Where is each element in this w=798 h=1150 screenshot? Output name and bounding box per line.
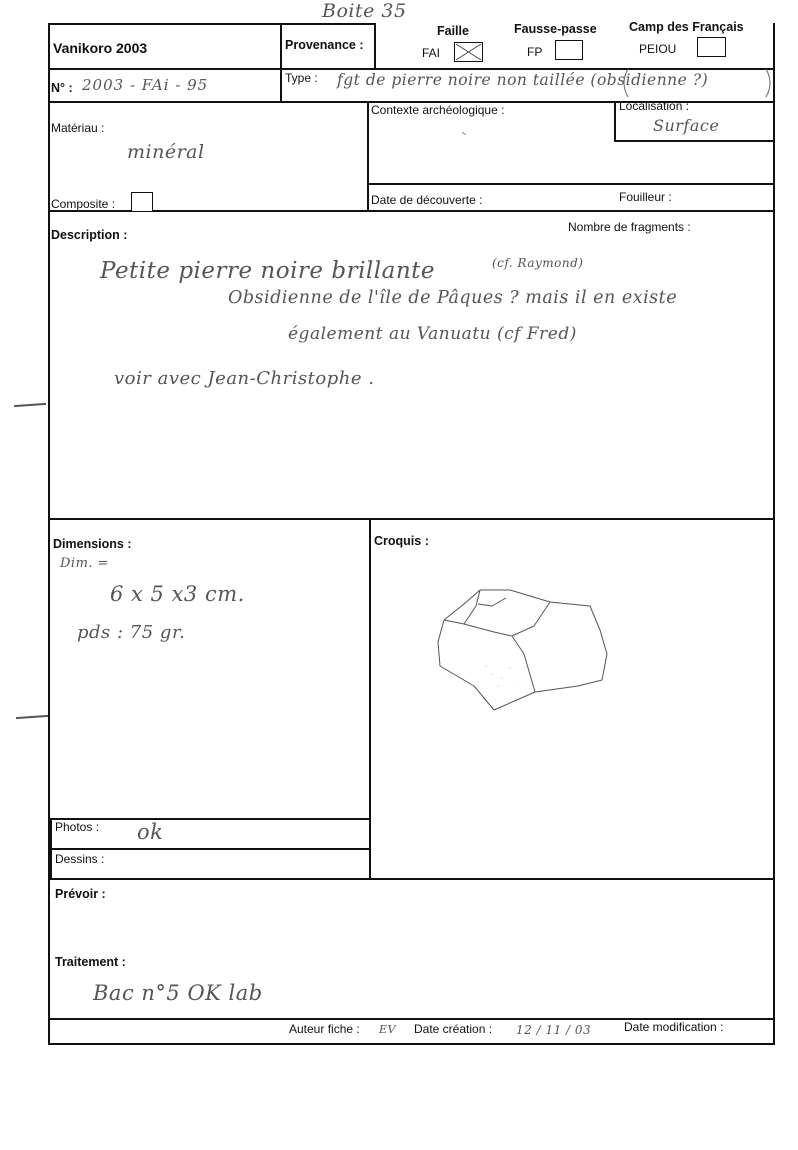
traitement-label: Traitement : <box>55 955 126 969</box>
photos-value[interactable]: ok <box>137 820 164 844</box>
checkbox-peiou[interactable] <box>697 37 726 57</box>
date-decouverte-label: Date de découverte : <box>371 193 483 207</box>
composite-label: Composite : <box>51 197 116 211</box>
date-modification-label: Date modification : <box>624 1020 724 1034</box>
dimensions-label: Dimensions : <box>53 537 132 551</box>
number-label: N° : <box>51 81 73 95</box>
contexte-label: Contexte archéologique : <box>371 103 505 117</box>
frame-bottom <box>48 1043 775 1045</box>
croquis-label: Croquis : <box>374 534 429 548</box>
localisation-label: Localisation : <box>619 99 690 113</box>
weight-value[interactable]: pds : 75 gr. <box>77 622 186 643</box>
project-title: Vanikoro 2003 <box>53 40 148 56</box>
materiau-value[interactable]: minéral <box>127 141 205 163</box>
provenance-label: Provenance : <box>285 38 364 52</box>
contexte-tick <box>462 132 466 135</box>
header-divider-2 <box>374 23 376 68</box>
frame-right <box>773 23 775 1044</box>
date-row-top <box>367 183 775 185</box>
header-top-rule <box>48 23 280 25</box>
row3-divider-left <box>367 101 369 211</box>
dim-croquis-divider <box>369 518 371 878</box>
box-annotation: Boite 35 <box>322 0 407 22</box>
localisation-left <box>614 101 616 140</box>
description-line-1[interactable]: Petite pierre noire brillante <box>100 258 436 284</box>
description-line-3[interactable]: également au Vanuatu (cf Fred) <box>288 324 577 344</box>
prevoir-label: Prévoir : <box>55 887 106 901</box>
photos-label: Photos : <box>55 820 100 834</box>
fragments-label: Nombre de fragments : <box>568 220 691 234</box>
traitement-value[interactable]: Bac n°5 OK lab <box>93 981 263 1005</box>
margin-mark-bottom <box>16 715 48 719</box>
header-divider-1 <box>280 23 282 101</box>
col-fausse-passe: Fausse-passe <box>514 22 597 36</box>
number-value[interactable]: 2003 - FAi - 95 <box>82 76 209 94</box>
frame-left <box>48 23 50 1044</box>
dessins-label: Dessins : <box>55 852 105 866</box>
dimensions-value[interactable]: 6 x 5 x3 cm. <box>110 582 245 606</box>
auteur-value[interactable]: EV <box>379 1023 396 1036</box>
fouilleur-label: Fouilleur : <box>619 190 672 204</box>
description-line-1-note: (cf. Raymond) <box>492 256 584 270</box>
photos-left <box>50 818 52 878</box>
dimensions-prefix: Dim. = <box>60 556 110 571</box>
cross-mark-icon <box>455 43 482 61</box>
margin-mark-top <box>14 403 46 407</box>
materiau-label: Matériau : <box>51 121 105 135</box>
date-creation-label: Date création : <box>414 1022 493 1036</box>
checkbox-fp[interactable] <box>555 40 583 60</box>
description-label: Description : <box>51 228 128 242</box>
description-bottom <box>48 518 775 520</box>
col-faille: Faille <box>437 24 469 38</box>
description-line-2[interactable]: Obsidienne de l'île de Pâques ? mais il en existe <box>228 288 678 308</box>
fragment-sketch <box>430 582 630 722</box>
date-creation-value[interactable]: 12 / 11 / 03 <box>516 1023 592 1037</box>
localisation-bottom <box>614 140 775 142</box>
checkbox-fai[interactable] <box>454 42 483 62</box>
auteur-label: Auteur fiche : <box>289 1022 360 1036</box>
localisation-value[interactable]: Surface <box>653 116 720 135</box>
code-fp: FP <box>527 45 543 59</box>
type-value-brackets <box>618 66 778 100</box>
header-top-rule-b <box>280 23 374 25</box>
type-value[interactable]: fgt de pierre noire non taillée (obsidienne ?) <box>337 71 709 89</box>
checkbox-composite[interactable] <box>131 192 153 212</box>
code-fai: FAI <box>422 46 441 60</box>
type-label: Type : <box>285 71 318 85</box>
dessins-top <box>50 848 370 850</box>
row3-bottom <box>48 210 775 212</box>
code-peiou: PEIOU <box>639 42 677 56</box>
description-line-4[interactable]: voir avec Jean-Christophe . <box>114 368 375 389</box>
section-bottom <box>48 878 775 880</box>
col-camp: Camp des Français <box>629 20 744 34</box>
